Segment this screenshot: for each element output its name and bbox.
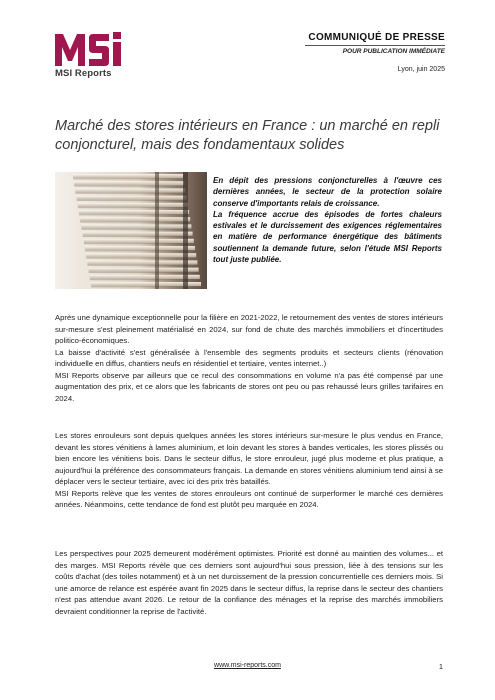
page-number: 1 bbox=[438, 662, 443, 671]
body-paragraph: La baisse d'activité s'est généralisée à l'ensemble des segments produits et secteurs clients (rénovation individuelle en diffus, chantiers neufs en résidentiel et tertiaire, ventes internet..) bbox=[55, 347, 443, 368]
header-divider bbox=[305, 45, 445, 46]
section-roller-blinds bbox=[55, 430, 443, 511]
lead-text: La fréquence accrue des épisodes de fortes chaleurs estivales et le durcissement des exigences réglementaires en matière de performance énergétique des bâtiments soutiennent la demande future, selon l'étude MSI Reports tout juste publiée. bbox=[213, 209, 442, 265]
body-paragraph: MSI Reports observe par ailleurs que ce recul des consommations en volume n'a pas été compensé par une augmentation des prix, et ce alors que les fabricants de stores ont peu ou pas rehaussé leurs grilles tarifaires en 2024. bbox=[55, 370, 443, 403]
window-blinds-photo bbox=[55, 172, 207, 289]
brand-name: MSI Reports bbox=[55, 68, 112, 79]
footer-website-link[interactable]: www.msi-reports.com bbox=[214, 662, 281, 669]
msi-logo-mark bbox=[55, 32, 127, 66]
press-subtitle: POUR PUBLICATION IMMÉDIATE bbox=[342, 48, 445, 55]
body-paragraph: Les stores enrouleurs sont depuis quelques années les stores intérieurs sur-mesure le plus vendus en France, devant les stores vénitiens à lames aluminium, et loin devant les stores à bandes verticales, les stores plissés ou bien encore les vénitiens bois. Dans le secteur diffus, le store enrouleur, jugé plus moderne et plus pratique, a aujourd'hui la préférence des consommateurs français. La demande en stores vénitiens aluminium tend ainsi à se déplacer vers le secteur tertiaire, avec ici des prix très bataillés. bbox=[55, 431, 443, 486]
press-title: COMMUNIQUÉ DE PRESSE bbox=[308, 32, 445, 43]
brand-logo bbox=[55, 32, 135, 79]
body-paragraph: Les perspectives pour 2025 demeurent modérément optimistes. Priorité est donné au maintien des volumes... et des marges. MSI Reports révèle que ces derniers sont aujourd'hui sous pression, liée à des tensions sur les coûts d'achat (des toiles notamment) et à un net durcissement de la pression concurrentielle ces derniers mois. Si une amorce de relance est espérée avant fin 2025 dans le secteur diffus, la reprise dans le secteur des chantiers n'est pas attendue avant 2026. Le retour de la confiance des ménages et la reprise des marchés immobiliers devraient conditionner la reprise de l'activité. bbox=[55, 549, 443, 616]
body-paragraph: Après une dynamique exceptionnelle pour la filière en 2021-2022, le retournement des ventes de stores intérieurs sur-mesure s'est pleinement matérialisé en 2024, sur fond de chute des marchés immobiliers et d'incertitudes politico-économiques. bbox=[55, 313, 443, 345]
headline: Marché des stores intérieurs en France : un marché en repli conjoncturel, mais des fondamentaux solides bbox=[55, 118, 440, 153]
section-outlook bbox=[55, 548, 443, 617]
lead-text: En dépit des pressions conjoncturelles à l'œuvre ces dernières années, le secteur de la protection solaire conserve d'importants relais de croissance. bbox=[213, 176, 442, 208]
section-market-decline bbox=[55, 312, 443, 404]
lead-paragraph bbox=[213, 175, 442, 265]
body-paragraph: MSI Reports relève que les ventes de stores enrouleurs ont continué de surperformer le marché ces dernières années. Néanmoins, cette tendance de fond est plutôt peu marquée en 2024. bbox=[55, 488, 443, 509]
press-date: Lyon, juin 2025 bbox=[397, 66, 445, 73]
press-release-header bbox=[305, 32, 445, 73]
